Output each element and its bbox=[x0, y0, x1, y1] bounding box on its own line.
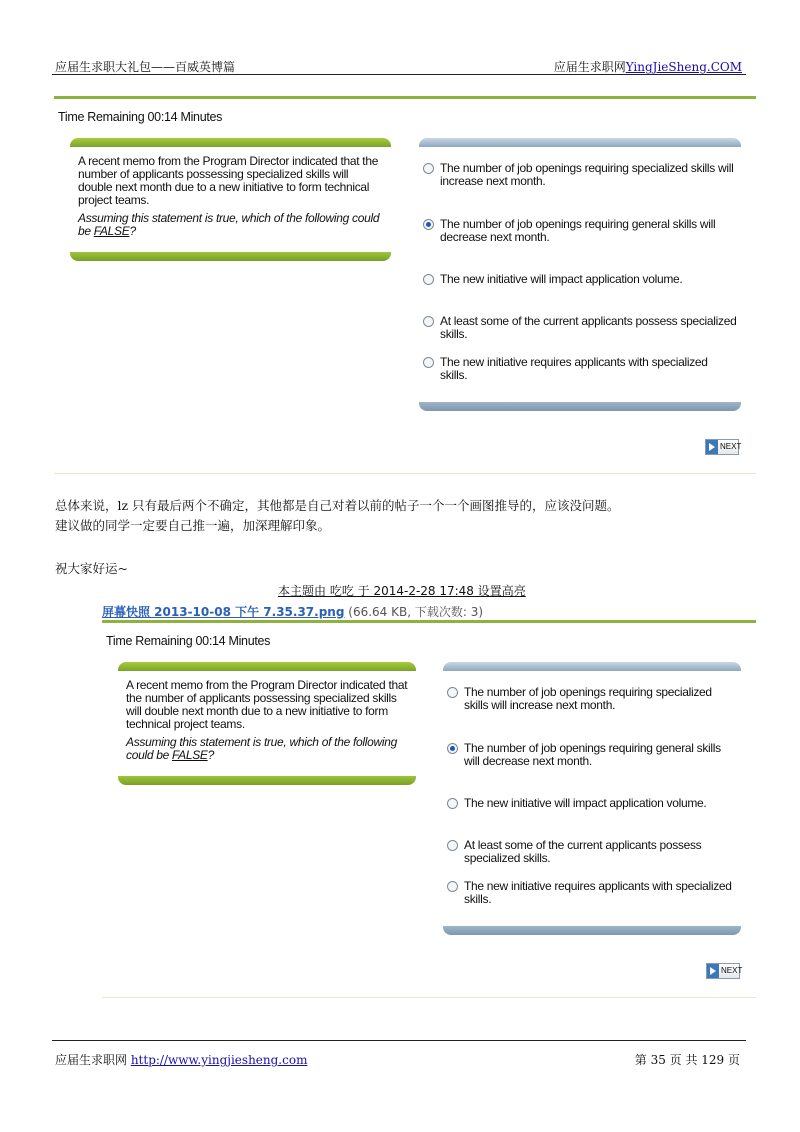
prompt-text: Assuming this statement is true, which of the following could be bbox=[78, 211, 380, 238]
prompt-emphasis: FALSE bbox=[93, 224, 130, 238]
body-paragraph-3: 祝大家好运~ bbox=[55, 561, 128, 576]
attachment-meta: (66.64 KB, 下载次数: 3) bbox=[348, 605, 484, 619]
answer-option-label: The number of job openings requiring specialized skills will increase next month. bbox=[440, 161, 734, 188]
green-divider bbox=[54, 96, 756, 99]
radio-button[interactable] bbox=[447, 798, 458, 809]
attachment-line bbox=[102, 603, 483, 620]
radio-button[interactable] bbox=[447, 687, 458, 698]
answers-panel bbox=[443, 662, 741, 936]
footer-rule bbox=[52, 1040, 746, 1041]
question-panel-top-bar bbox=[70, 138, 391, 147]
faint-divider bbox=[54, 473, 756, 474]
question-panel-bottom-bar bbox=[70, 252, 391, 261]
answer-option-label: At least some of the current applicants possess specialized skills. bbox=[440, 314, 737, 341]
answer-option-label: At least some of the current applicants possess specialized skills. bbox=[464, 838, 702, 865]
answer-option-label: The new initiative requires applicants with specialized skills. bbox=[464, 879, 732, 906]
question-prompt bbox=[78, 212, 385, 238]
radio-button[interactable] bbox=[423, 274, 434, 285]
body-paragraph-2: 建议做的同学一定要自己推一遍，加深理解印象。 bbox=[55, 518, 331, 533]
answer-option-label: The number of job openings requiring general skills will decrease next month. bbox=[440, 217, 716, 244]
question-prompt bbox=[126, 736, 410, 762]
question-panel bbox=[118, 662, 416, 786]
body-paragraph-1: 总体来说，lz 只有最后两个不确定，其他都是自己对着以前的帖子一个一个画图推导的，应该没问题。 bbox=[55, 498, 620, 513]
faint-divider bbox=[102, 997, 756, 998]
next-arrow-icon bbox=[706, 440, 718, 454]
next-button[interactable] bbox=[706, 963, 743, 979]
next-button-label: NEXT bbox=[720, 442, 742, 451]
answer-option-label: The new initiative requires applicants with specialized skills. bbox=[440, 355, 708, 382]
prompt-end: ? bbox=[207, 748, 215, 762]
footer-page-number: 第 35 页 共 129 页 bbox=[634, 1053, 740, 1067]
question-panel bbox=[70, 138, 391, 262]
prompt-emphasis: FALSE bbox=[172, 748, 208, 762]
answer-option-label: The number of job openings requiring specialized skills will increase next month. bbox=[464, 685, 712, 712]
radio-button-selected[interactable] bbox=[447, 743, 458, 754]
next-button-label: NEXT bbox=[721, 966, 743, 975]
header-site-link[interactable]: YingJieSheng.COM bbox=[625, 60, 742, 74]
answer-option-label: The number of job openings requiring general skills will decrease next month. bbox=[464, 741, 721, 768]
question-panel-bottom-bar bbox=[118, 776, 416, 785]
answers-panel-bottom-bar bbox=[443, 926, 741, 935]
next-button[interactable] bbox=[705, 439, 742, 455]
radio-button[interactable] bbox=[423, 357, 434, 368]
attachment-link[interactable]: 屏幕快照 2013-10-08 下午 7.35.37.png bbox=[102, 605, 345, 619]
prompt-text: Assuming this statement is true, which of the following could be bbox=[126, 735, 397, 762]
radio-button-selected[interactable] bbox=[423, 219, 434, 230]
header-right-prefix: 应届生求职网 bbox=[553, 60, 626, 74]
answers-panel-top-bar bbox=[419, 138, 741, 147]
answers-panel-top-bar bbox=[443, 662, 741, 671]
footer-left-prefix: 应届生求职网 bbox=[55, 1053, 131, 1067]
question-memo: A recent memo from the Program Director indicated that the number of applicants possessing specialized skills will double next month due to a new initiative to form technical project teams. bbox=[126, 678, 408, 731]
footer-left bbox=[55, 1051, 307, 1068]
answers-panel-bottom-bar bbox=[419, 402, 741, 411]
question-memo: A recent memo from the Program Director indicated that the number of applicants possessing specialized skills will double next month due to a new initiative to form technical project teams. bbox=[78, 154, 379, 207]
radio-button[interactable] bbox=[423, 163, 434, 174]
radio-button[interactable] bbox=[423, 316, 434, 327]
answer-option-label: The new initiative will impact application volume. bbox=[464, 796, 707, 810]
header-right bbox=[554, 58, 742, 75]
highlight-edit-note: 本主题由 吃吃 于 2014-2-28 17:48 设置高亮 bbox=[278, 584, 526, 598]
quiz-screenshot-2 bbox=[102, 620, 756, 1000]
radio-button[interactable] bbox=[447, 840, 458, 851]
header-left-title: 应届生求职大礼包——百威英博篇 bbox=[55, 60, 236, 74]
green-divider bbox=[102, 620, 756, 623]
time-remaining: Time Remaining 00:14 Minutes bbox=[106, 634, 271, 648]
quiz-screenshot-1 bbox=[54, 96, 756, 476]
next-arrow-icon bbox=[707, 964, 719, 978]
question-panel-top-bar bbox=[118, 662, 416, 671]
radio-button[interactable] bbox=[447, 881, 458, 892]
answer-option-label: The new initiative will impact application volume. bbox=[440, 272, 683, 286]
footer-site-link[interactable]: http://www.yingjiesheng.com bbox=[130, 1053, 308, 1067]
prompt-end: ? bbox=[129, 224, 136, 238]
answers-panel bbox=[419, 138, 741, 412]
header-rule bbox=[52, 74, 746, 75]
time-remaining: Time Remaining 00:14 Minutes bbox=[58, 110, 223, 124]
